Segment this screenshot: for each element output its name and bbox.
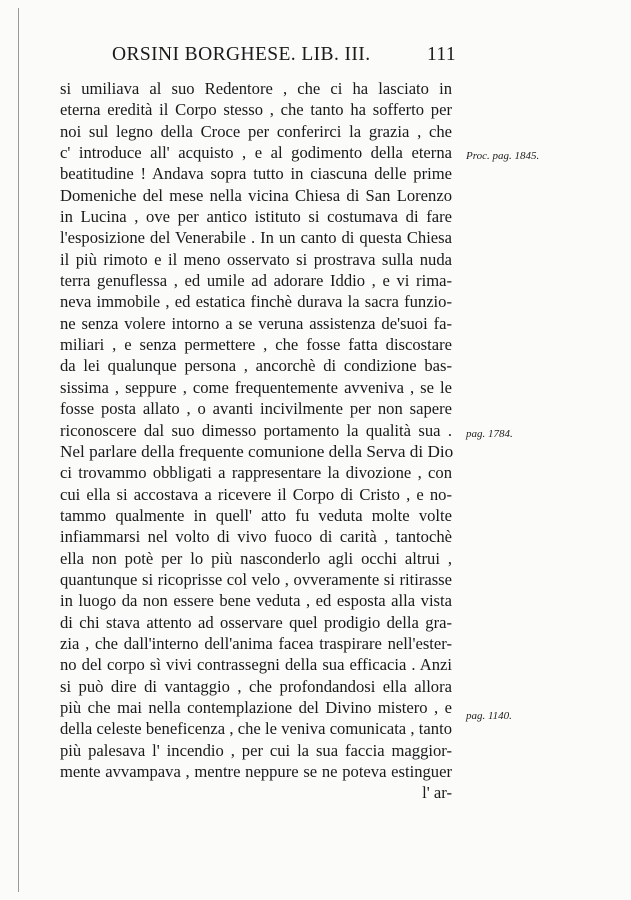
text-line: l'esposizione del Venerabile . In un canto di questa Chiesa (60, 228, 452, 248)
text-line: miliari , e senza permettere , che fosse fatta discostare (60, 335, 452, 355)
catchword: l' ar- (422, 783, 452, 803)
text-line: mente avvampava , mentre neppure se ne poteva estinguer (60, 762, 452, 781)
text-line: in luogo da non essere bene veduta , ed esposta alla vista (60, 591, 452, 611)
margin-note-pag-1784: pag. 1784. (466, 428, 513, 440)
text-line: più che mai nella contemplazione del Divino mistero , e (60, 697, 452, 717)
text-line: sissima , seppure , come frequentemente avveniva , se le (60, 377, 452, 397)
text-line: neva immobile , ed estatica finchè durava la sacra funzio- (60, 292, 452, 312)
running-head-title: ORSINI BORGHESE. LIB. III. (112, 44, 371, 65)
text-line: si può dire di vantaggio , che profondandosi ella allora (60, 676, 452, 696)
text-line: beatitudine ! Andava sopra tutto in ciascuna delle prime (60, 164, 452, 184)
text-line: si umiliava al suo Redentore , che ci ha lasciato in (60, 79, 452, 98)
text-line: c' introduce all' acquisto , e al godimento della eterna (60, 143, 452, 163)
text-line: infiammarsi nel volto di vivo fuoco di carità , tantochè (60, 527, 452, 547)
text-line: zia , che dall'interno dell'anima facea traspirare nell'ester- (60, 633, 452, 653)
margin-note-proc-pag-1845: Proc. pag. 1845. (466, 150, 540, 162)
text-line: fosse posta allato , o avanti incivilmente per non sapere (60, 399, 452, 419)
text-line: cui ella si accostava a ricevere il Corpo di Cristo , e no- (60, 484, 452, 504)
text-line: tammo qualmente in quell' atto fu veduta molte volte (60, 505, 452, 525)
text-line: in Lucina , ove per antico istituto si costumava di fare (60, 207, 452, 227)
text-line: ella non potè per lo più nasconderlo agli occhi altrui , (60, 548, 452, 568)
text-line: quantunque si ricoprisse col velo , ovveramente si ritirasse (60, 569, 452, 589)
text-line: ne senza volere intorno a se veruna assistenza de'suoi fa- (60, 313, 452, 333)
text-line: eterna eredità il Corpo stesso , che tanto ha sofferto per (60, 100, 452, 120)
body-text (60, 78, 452, 804)
text-line: Nel parlare della frequente comunione della Serva di Dio (60, 441, 454, 461)
text-line: no del corpo sì vivi contrassegni della sua efficacia . Anzi (60, 655, 452, 675)
text-line: riconoscere dal suo dimesso portamento la qualità sua . (60, 420, 452, 440)
text-line: da lei qualunque persona , ancorchè di condizione bas- (60, 356, 452, 376)
text-line: della celeste beneficenza , che le veniva comunicata , tanto (60, 719, 452, 739)
page-gutter-edge (18, 8, 19, 892)
page-number: 111 (426, 44, 456, 65)
text-line: Domeniche del mese nella vicina Chiesa di San Lorenzo (60, 185, 452, 205)
text-line: terra genuflessa , ed umile ad adorare Iddio , e vi rima- (60, 271, 452, 291)
text-line: ci trovammo obbligati a rappresentare la divozione , con (60, 463, 452, 483)
text-line: il più rimoto e il meno osservato si prostrava sulla nuda (60, 249, 452, 269)
text-line: più palesava l' incendio , per cui la sua faccia maggior- (60, 740, 452, 760)
margin-note-pag-1140: pag. 1140. (466, 710, 512, 722)
text-line: di chi stava attento ad osservare quel prodigio della gra- (60, 612, 452, 632)
text-line: noi sul legno della Croce per conferirci la grazia , che (60, 121, 452, 141)
